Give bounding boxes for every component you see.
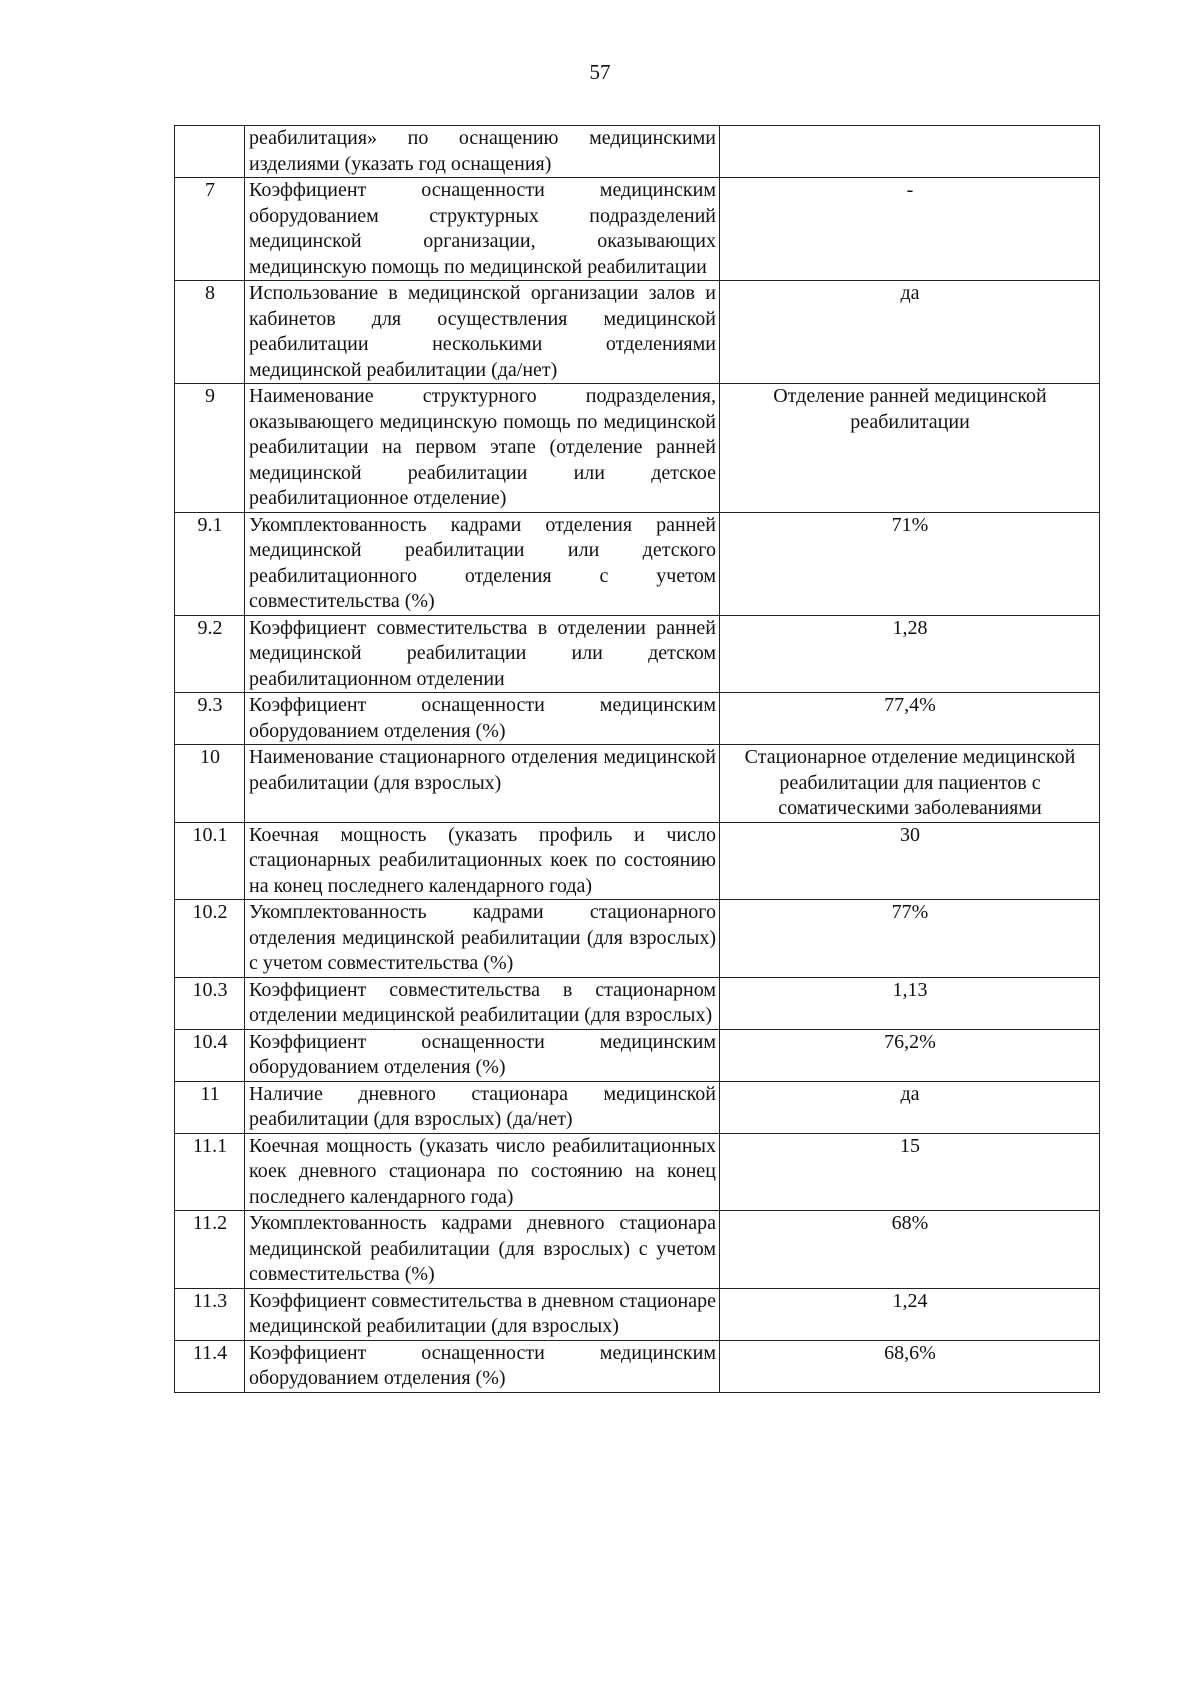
indicator-value: 71% [720,512,1100,615]
indicator-value: 1,24 [720,1288,1100,1340]
indicator-name: Коэффициент оснащенности медицинским оборудованием структурных подразделений медицинской организации, оказывающих медицинскую помощь по медицинской реабилитации [245,178,720,281]
row-number: 9.3 [175,693,245,745]
table-row [175,178,1100,281]
row-number: 11.1 [175,1133,245,1211]
indicators-table [174,125,1100,1393]
row-number: 11.3 [175,1288,245,1340]
indicator-value: да [720,281,1100,384]
indicator-value: 68,6% [720,1340,1100,1392]
indicator-value: Стационарное отделение медицинской реабилитации для пациентов с соматическими заболеваниями [720,745,1100,823]
row-number: 11.2 [175,1211,245,1289]
indicator-value: 1,13 [720,977,1100,1029]
indicator-value [720,126,1100,178]
table-row [175,615,1100,693]
indicator-name: Наименование стационарного отделения медицинской реабилитации (для взрослых) [245,745,720,823]
row-number: 9.1 [175,512,245,615]
indicator-value: Отделение ранней медицинской реабилитации [720,384,1100,513]
indicator-value: 76,2% [720,1029,1100,1081]
row-number: 11 [175,1081,245,1133]
row-number: 8 [175,281,245,384]
indicator-value: 15 [720,1133,1100,1211]
table-row [175,384,1100,513]
indicator-value: 1,28 [720,615,1100,693]
row-number: 7 [175,178,245,281]
table-row [175,977,1100,1029]
indicator-name: Коэффициент оснащенности медицинским оборудованием отделения (%) [245,1340,720,1392]
page-number: 57 [589,60,611,84]
indicator-value: 77% [720,900,1100,978]
row-number: 11.4 [175,1340,245,1392]
table-row [175,1211,1100,1289]
indicator-name: Коечная мощность (указать профиль и число стационарных реабилитационных коек по состоянию на конец последнего календарного года) [245,822,720,900]
indicator-name: Наименование структурного подразделения, оказывающего медицинскую помощь по медицинской реабилитации на первом этапе (отделение ранней медицинской реабилитации или детское реабилитационное отделение) [245,384,720,513]
indicator-name: Наличие дневного стационара медицинской реабилитации (для взрослых) (да/нет) [245,1081,720,1133]
indicator-name: Укомплектованность кадрами отделения ранней медицинской реабилитации или детского реабилитационного отделения с учетом совместительства (%) [245,512,720,615]
indicator-value: да [720,1081,1100,1133]
indicator-name: Коечная мощность (указать число реабилитационных коек дневного стационара по состоянию на конец последнего календарного года) [245,1133,720,1211]
indicator-value: 68% [720,1211,1100,1289]
table-row [175,1340,1100,1392]
indicator-name: Укомплектованность кадрами стационарного отделения медицинской реабилитации (для взрослых) с учетом совместительства (%) [245,900,720,978]
indicator-name: Коэффициент совместительства в дневном стационаре медицинской реабилитации (для взрослых) [245,1288,720,1340]
indicator-name: Коэффициент оснащенности медицинским оборудованием отделения (%) [245,693,720,745]
table-row [175,1029,1100,1081]
row-number: 10.1 [175,822,245,900]
indicator-name: Коэффициент совместительства в отделении ранней медицинской реабилитации или детском реабилитационном отделении [245,615,720,693]
table-row [175,512,1100,615]
table-row [175,1288,1100,1340]
table-row [175,126,1100,178]
indicator-value: - [720,178,1100,281]
row-number: 9 [175,384,245,513]
indicator-name: Коэффициент совместительства в стационарном отделении медицинской реабилитации (для взрослых) [245,977,720,1029]
indicator-name: Коэффициент оснащенности медицинским оборудованием отделения (%) [245,1029,720,1081]
indicator-value: 77,4% [720,693,1100,745]
indicator-name: реабилитация» по оснащению медицинскими изделиями (указать год оснащения) [245,126,720,178]
table-row [175,1133,1100,1211]
table-row [175,1081,1100,1133]
table-row [175,822,1100,900]
indicator-name: Укомплектованность кадрами дневного стационара медицинской реабилитации (для взрослых) с учетом совместительства (%) [245,1211,720,1289]
row-number: 9.2 [175,615,245,693]
row-number: 10.4 [175,1029,245,1081]
table-row [175,693,1100,745]
row-number: 10.3 [175,977,245,1029]
table-row [175,745,1100,823]
table-row [175,281,1100,384]
table-row [175,900,1100,978]
indicator-name: Использование в медицинской организации залов и кабинетов для осуществления медицинской реабилитации несколькими отделениями медицинской реабилитации (да/нет) [245,281,720,384]
indicator-value: 30 [720,822,1100,900]
row-number [175,126,245,178]
row-number: 10.2 [175,900,245,978]
row-number: 10 [175,745,245,823]
